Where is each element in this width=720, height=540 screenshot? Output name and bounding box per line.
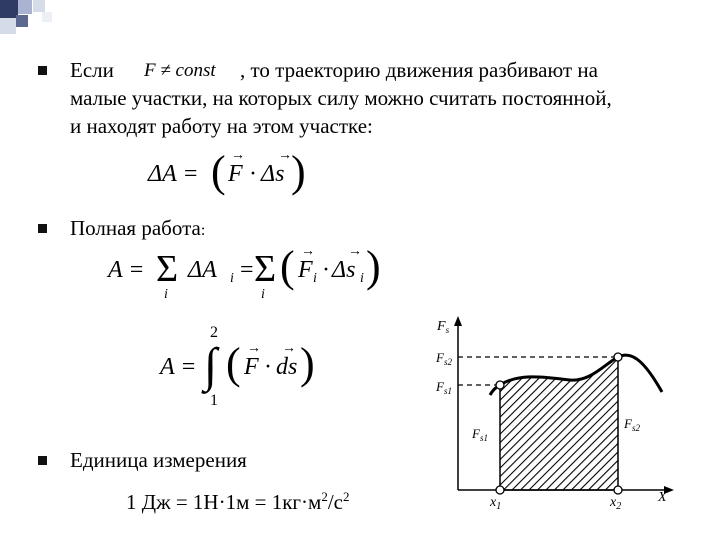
y-axis-letter: F [437,319,446,334]
units-per-second: /с [327,490,343,514]
formula2-term: ΔA [188,257,217,283]
bullet3-text: Единица измерения [70,448,247,472]
sum-symbol: Σ [254,248,277,290]
bullet2-colon: : [200,222,206,239]
formula2-equals: = [240,257,254,283]
fs2-axis-label [435,350,452,367]
formula1-force: F [228,161,243,187]
condition-formula: F ≠ const [144,60,216,81]
units-exponent: 2 [342,489,350,504]
fs2-point-letter: F [624,416,632,431]
bullet1-line3: и находят работу на этом участке: [70,114,373,138]
x2-letter: x [610,495,617,510]
fs2-letter: F [436,350,444,365]
vector-arrow: → [247,341,261,356]
term-index: i [230,271,234,286]
point-s2 [614,353,622,361]
fs2-subscript: s2 [443,357,452,367]
vector-arrow: → [348,244,362,259]
units-exponent: 2 [321,489,328,504]
x2-label [609,495,621,512]
fs1-letter: F [436,379,444,394]
paren-open: ( [211,147,226,196]
fs2-point-subscript: s2 [631,423,640,433]
point-x2 [614,486,622,494]
formula3-displacement: ds [276,354,298,380]
formula2-lhs: A = [108,257,145,283]
fs1-point-label [471,426,488,443]
formula3-force: F [244,354,259,380]
point-x1 [496,486,504,494]
x2-subscript: 2 [616,501,622,512]
paren-close: ) [300,339,315,388]
integral-lower-limit: 1 [210,392,218,409]
x1-label [489,495,501,512]
sum-symbol: Σ [156,248,179,290]
point-s1 [496,381,504,389]
fs2-point-label [623,416,640,433]
y-axis-arrow [454,316,462,326]
formula2-dot: · [322,257,330,283]
x-axis-label: X [658,490,667,505]
formula3-dot: · [264,354,272,380]
vector-arrow: → [282,341,296,356]
vector-arrow: → [231,148,245,163]
units-main: 1 Дж = 1Н·1м = 1кг·м [126,490,322,514]
integral-upper-limit: 2 [210,324,218,341]
paren-open: ( [226,339,241,388]
formula3-lhs: A = [160,354,197,380]
formula2-force: F [298,257,313,283]
force-index: i [313,271,317,286]
bullet1-line1: , то траекторию движения разбивают на [240,58,598,82]
sum-index: i [261,287,265,302]
fs1-subscript: s1 [443,386,452,396]
sum-index: i [164,287,168,302]
bullet1-line2: малые участки, на которых силу можно считать постоянной, [70,86,612,110]
vector-arrow: → [278,148,292,163]
y-axis-label [436,319,450,335]
paren-close: ) [366,242,381,291]
formula1-displacement: Δs [261,161,285,187]
integral-symbol: ∫ [204,339,218,392]
bullet2-label: Полная работа [70,216,201,240]
x1-subscript: 1 [496,501,502,512]
x1-letter: x [490,495,497,510]
formula1-dot: · [249,161,257,187]
formula1-lhs: ΔA = [148,161,199,187]
formula2-displacement: Δs [332,257,356,283]
displacement-index: i [360,271,364,286]
paren-close: ) [291,147,306,196]
vector-arrow: → [301,244,315,259]
fs1-point-subscript: s1 [479,433,488,443]
fs1-axis-label [435,379,452,396]
y-axis-subscript: s [445,325,450,335]
fs1-point-letter: F [472,426,480,441]
paren-open: ( [280,242,295,291]
bullet1-prefix: Если [70,58,114,82]
